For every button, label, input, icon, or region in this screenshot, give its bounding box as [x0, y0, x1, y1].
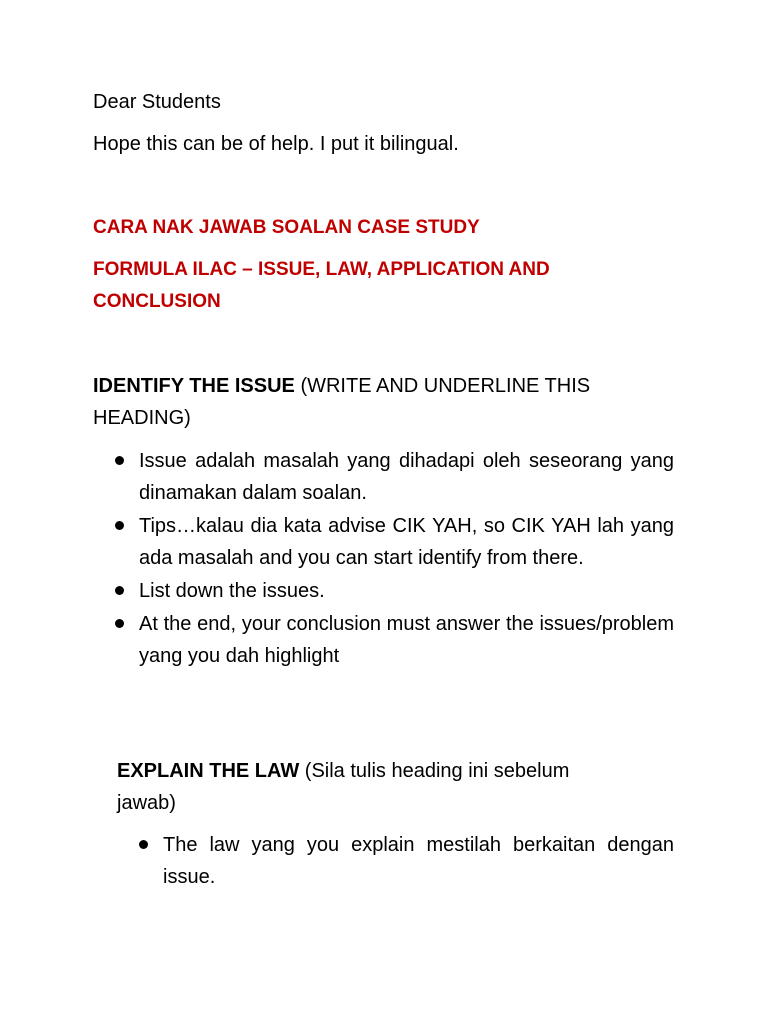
bullet-icon	[115, 586, 124, 595]
issue-heading	[93, 370, 683, 402]
title-formula-line2: CONCLUSION	[93, 291, 221, 312]
issue-heading-note: (WRITE AND UNDERLINE THIS	[300, 375, 591, 397]
list-item-text: Issue adalah masalah yang dihadapi oleh seseorang yang dinamakan dalam soalan.	[139, 450, 674, 504]
list-item-text: List down the issues.	[139, 580, 325, 602]
title-formula-line1: FORMULA ILAC – ISSUE, LAW, APPLICATION AND	[93, 259, 550, 280]
bullet-icon	[115, 619, 124, 628]
list-item	[139, 510, 674, 574]
bullet-icon	[115, 456, 124, 465]
law-heading	[117, 755, 677, 787]
list-item-text: The law yang you explain mestilah berkaitan dengan issue.	[163, 834, 674, 888]
law-heading-note: (Sila tulis heading ini sebelum	[304, 760, 570, 782]
list-item	[139, 575, 674, 607]
issue-bullet-list	[139, 445, 674, 673]
list-item	[163, 829, 674, 893]
issue-heading-bold: IDENTIFY THE ISSUE	[93, 375, 295, 397]
list-item	[139, 445, 674, 509]
list-item-text: Tips…kalau dia kata advise CIK YAH, so CIK YAH lah yang ada masalah and you can start identify from there.	[139, 515, 674, 569]
law-heading-bold: EXPLAIN THE LAW	[117, 760, 300, 782]
list-item-text: At the end, your conclusion must answer the issues/problem yang you dah highlight	[139, 613, 674, 667]
list-item	[139, 608, 674, 672]
issue-heading-note-cont: HEADING)	[93, 407, 191, 429]
law-bullet-list	[163, 829, 674, 894]
title-how-to-answer: CARA NAK JAWAB SOALAN CASE STUDY	[93, 217, 480, 238]
greeting-text: Dear Students	[93, 91, 221, 113]
law-heading-note-cont: jawab)	[117, 792, 176, 814]
bullet-icon	[115, 521, 124, 530]
intro-text: Hope this can be of help. I put it bilingual.	[93, 133, 459, 155]
bullet-icon	[139, 840, 148, 849]
